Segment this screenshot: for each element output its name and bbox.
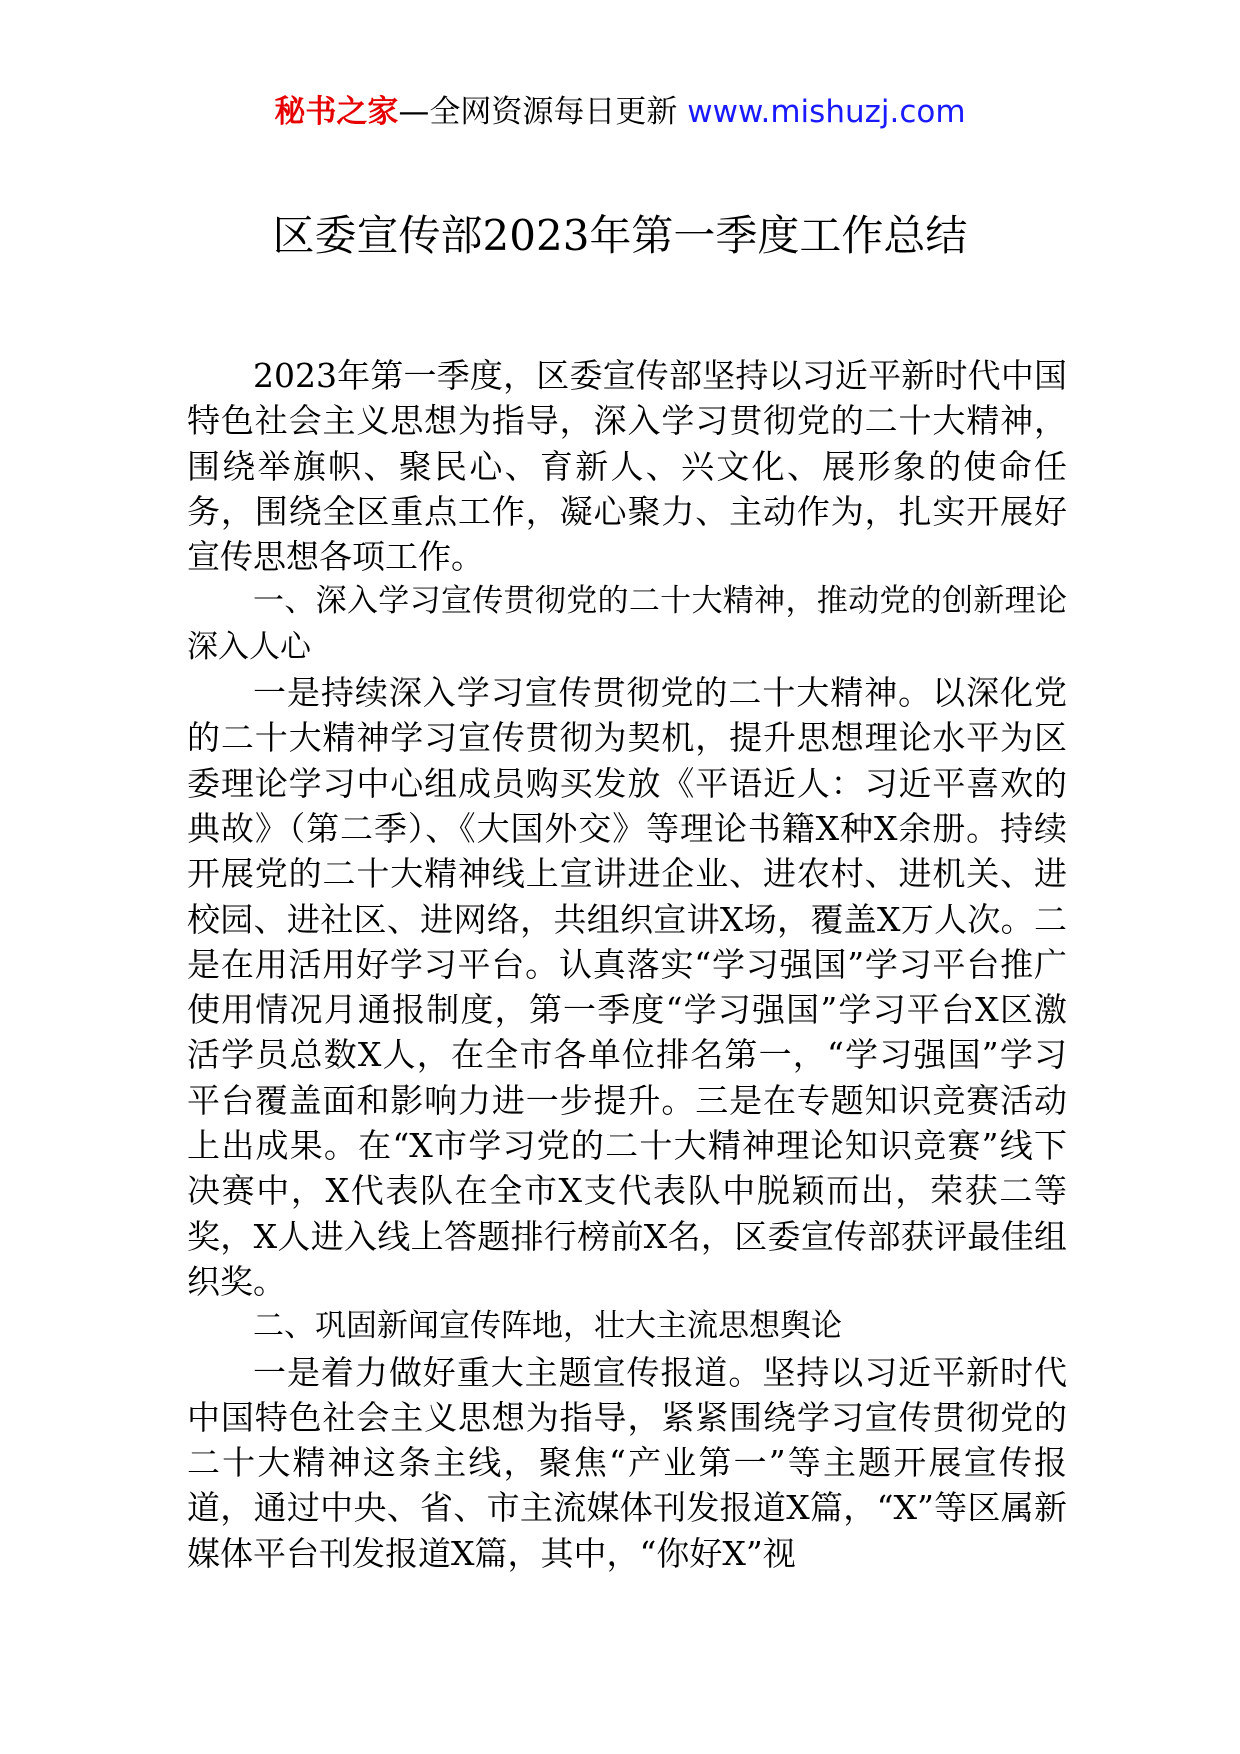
section-heading-1: 一、深入学习宣传贯彻党的二十大精神，推动党的创新理论深入人心 [187, 583, 1067, 665]
site-tagline: —全网资源每日更新 [398, 94, 678, 130]
section-1-paragraph: 一是持续深入学习宣传贯彻党的二十大精神。以深化党的二十大精神学习宣传贯彻为契机，提升思想理论水平为区委理论学习中心组成员购买发放《平语近人：习近平喜欢的典故》（第二季）、《大国外交》等理论书籍X种X余册。持续开展党的二十大精神线上宣讲进企业、进农村、进机关、进校园、进社区、进网络，共组织宣讲X场，覆盖X万人次。二是在用活用好学习平台。认真落实“学习强国”学习平台推广使用情况月通报制度，第一季度“学习强国”学习平台X区激活学员总数X人，在全市各单位排名第一，“学习强国”学习平台覆盖面和影响力进一步提升。三是在专题知识竞赛活动上出成果。在“X市学习党的二十大精神理论知识竞赛”线下决赛中，X代表队在全市X支代表队中脱颖而出，荣获二等奖，X人进入线上答题排行榜前X名，区委宣传部获评最佳组织奖。 [187, 673, 1067, 1301]
site-brand: 秘书之家 [274, 94, 399, 130]
intro-paragraph: 2023年第一季度，区委宣传部坚持以习近平新时代中国特色社会主义思想为指导，深入学习贯彻党的二十大精神，围绕举旗帜、聚民心、育新人、兴文化、展形象的使命任务，围绕全区重点工作，凝心聚力、主动作为，扎实开展好宣传思想各项工作。 [187, 356, 1067, 577]
section-heading-2: 二、巩固新闻宣传阵地，壮大主流思想舆论 [253, 1308, 842, 1345]
site-banner [0, 92, 1240, 132]
document-title: 区委宣传部2023年第一季度工作总结 [272, 211, 968, 260]
section-2-paragraph: 一是着力做好重大主题宣传报道。坚持以习近平新时代中国特色社会主义思想为指导，紧紧围绕学习宣传贯彻党的二十大精神这条主线，聚焦“产业第一”等主题开展宣传报道，通过中央、省、市主流媒体刊发报道X篇，“X”等区属新媒体平台刊发报道X篇，其中，“你好X”视 [187, 1352, 1067, 1573]
document-body [187, 353, 1067, 1576]
site-url-link[interactable]: www.mishuzj.com [687, 94, 966, 130]
